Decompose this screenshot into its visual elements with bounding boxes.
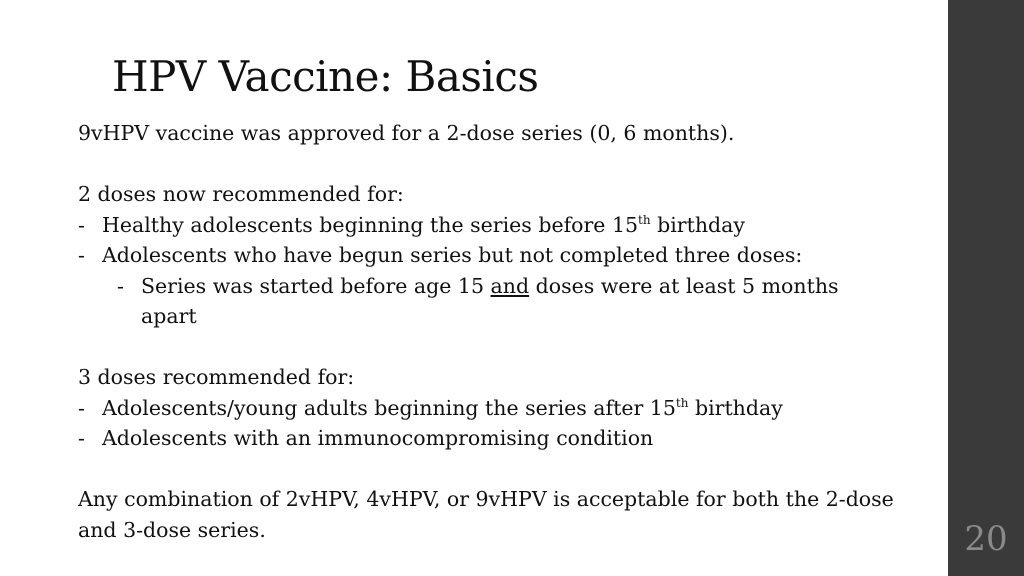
closing-text: Any combination of 2vHPV, 4vHPV, or 9vHPV is acceptable for both the 2-dose and 3-dose series. [78,487,894,542]
list-item-text: Adolescents who have begun series but not completed three doses: [102,243,803,267]
underlined-text: and [490,273,530,298]
text-part: birthday [688,395,783,420]
text-part: Healthy adolescents beginning the series before 15 [102,212,639,237]
list-item-text [102,210,745,241]
list-item [78,423,938,454]
superscript: th [638,212,651,227]
superscript: th [675,395,689,410]
text-part: Adolescents/young adults beginning the series after 15 [102,395,676,420]
slide-number: 20 [964,519,1008,559]
list-item-text: Adolescents with an immunocompromising condition [102,426,654,450]
spacer [78,149,938,180]
sub-list-item [78,271,938,332]
slide-title: HPV Vaccine: Basics [112,52,539,101]
bullet-dash: - [117,273,124,298]
bullet-dash: - [78,212,85,237]
bullet-dash: - [78,243,85,267]
intro-text: 9vHPV vaccine was approved for a 2-dose series (0, 6 months). [78,121,735,145]
spacer [78,454,938,485]
list-item [78,240,938,271]
bullet-dash: - [78,426,85,450]
slide-sidebar [948,0,1024,576]
text-part: doses were at least 5 months apart [141,273,839,328]
text-part: Series was started before age 15 [141,273,491,298]
two-dose-heading: 2 doses now recommended for: [78,182,404,206]
sub-list-item-text [141,271,841,332]
three-dose-heading: 3 doses recommended for: [78,365,355,389]
list-item [78,393,938,424]
list-item [78,210,938,241]
spacer [78,332,938,363]
text-part: birthday [650,212,745,237]
list-item-text [102,393,783,424]
slide-body [78,118,938,545]
bullet-dash: - [78,395,85,420]
